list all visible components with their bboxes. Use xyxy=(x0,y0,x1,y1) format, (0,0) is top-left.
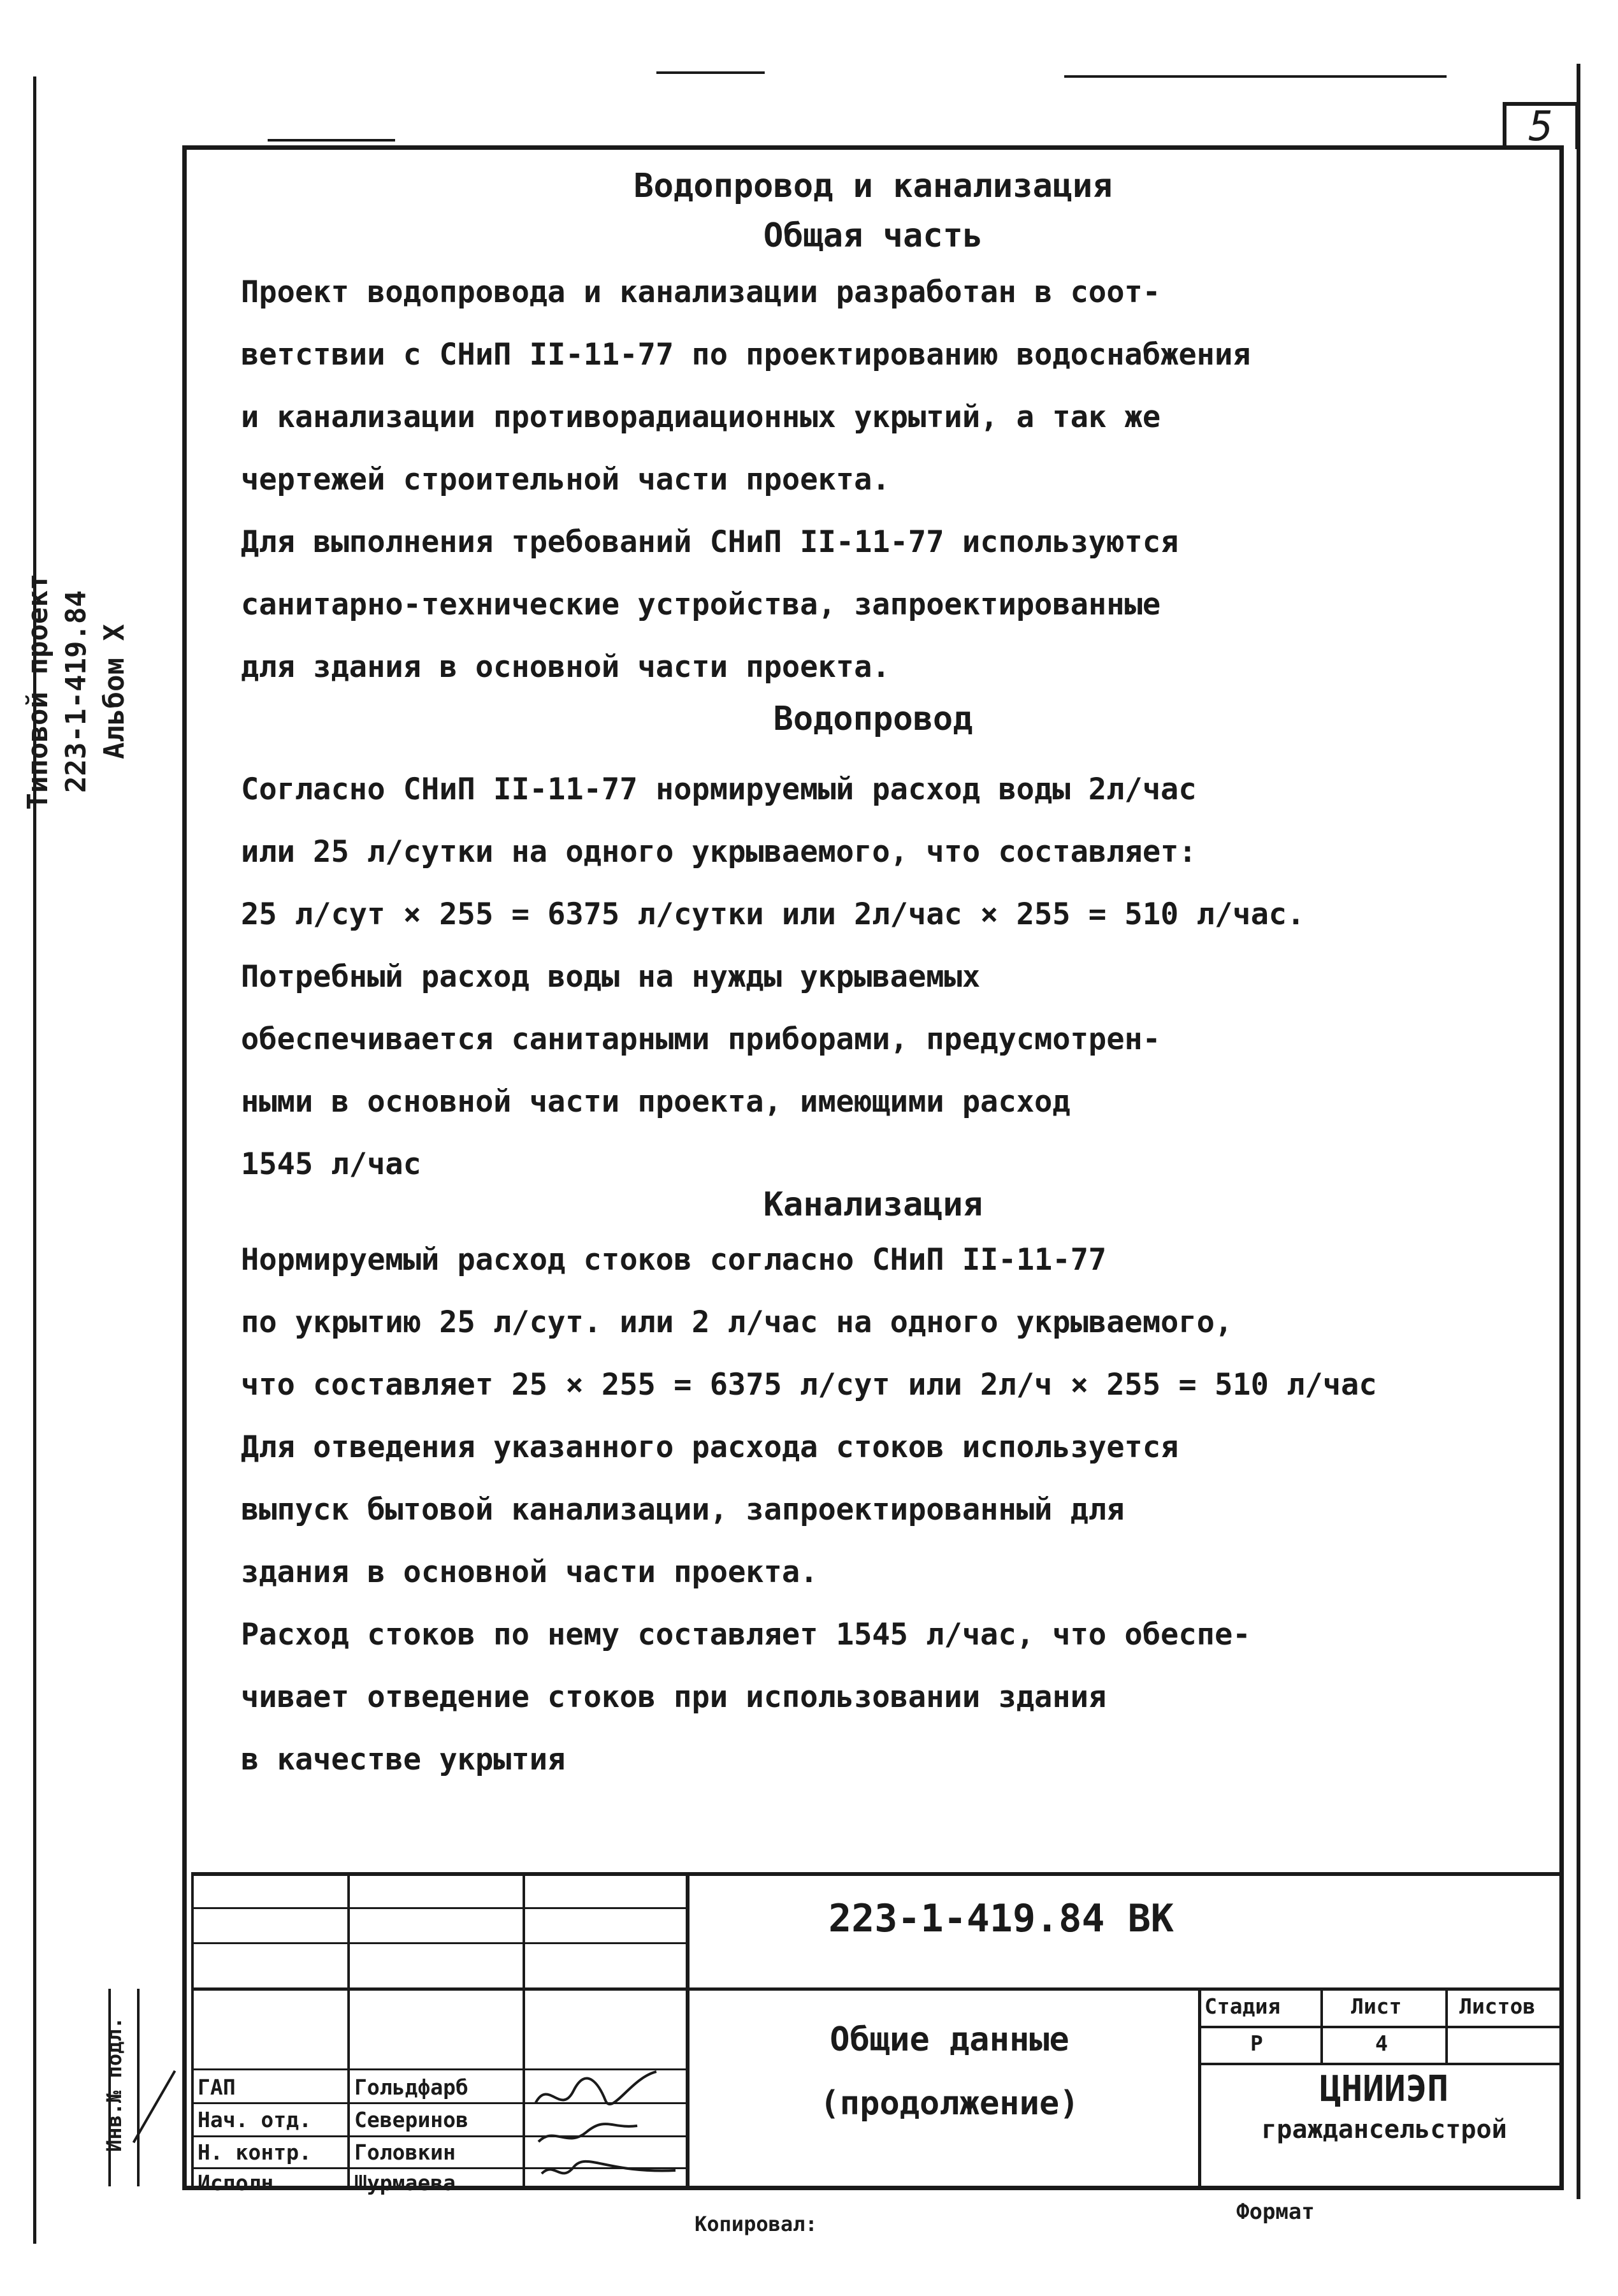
side-stamp-line2: 223-1-419.84 xyxy=(60,590,92,793)
grid-col xyxy=(191,1872,194,2190)
role-executor: Исполн. xyxy=(198,2170,287,2195)
organization xyxy=(1206,2068,1563,2144)
grid-col xyxy=(347,1872,350,2190)
title-block-mid-line xyxy=(191,1987,1564,1991)
top-stroke xyxy=(1064,75,1447,78)
inv-col-line xyxy=(137,1989,140,2186)
name-executor: Шурмаева xyxy=(354,2170,456,2195)
grid-row xyxy=(191,1942,686,1944)
doc-title xyxy=(739,2008,1160,2135)
signature-marks xyxy=(529,2065,682,2193)
side-stamp-line3: Альбом X xyxy=(98,624,131,759)
grid-col xyxy=(523,1872,525,2190)
sheet-header: Лист xyxy=(1351,1994,1402,2019)
format-label: Формат xyxy=(1236,2199,1315,2225)
sheet-value: 4 xyxy=(1375,2031,1388,2056)
inv-label: Инв.№ подл. xyxy=(102,2017,126,2152)
side-stamp-line1: Типовой проект xyxy=(22,573,54,810)
doc-title-line2: (продолжение) xyxy=(820,2084,1080,2123)
right-margin-line xyxy=(1577,64,1580,2199)
general-text: Проект водопровода и канализации разработан в соот- ветствии с СНиП II-11-77 по проектированию водоснабжения и канализации противорадиационных укрытий, а так же чертежей строительной части проекта. Для выполнения требований СНиП II-11-77 используются санитарно-технические устройства, запроектированные для здания в основной части проекта. xyxy=(241,275,1251,685)
stage-row-line xyxy=(1198,2026,1564,2028)
stage-values-line xyxy=(1198,2063,1564,2065)
title-block-top-line xyxy=(191,1872,1564,1876)
sheet-col-line xyxy=(1445,1987,1448,2064)
role-norm-control: Н. контр. xyxy=(198,2140,312,2165)
sewer-text: Нормируемый расход стоков согласно СНиП II-11-77 по укрытию 25 л/сут. или 2 л/час на одного укрываемого, что составляет 25 × 255 = 6375 л/сут или 2л/ч × 255 = 510 л/час Для отведения указанного расхода стоков используется выпуск бытовой канализации, запроектированный для здания в основной части проекта. Расход стоков по нему составляет 1545 л/час, что обеспе- чивает отведение стоков при использовании здания в качестве укрытия xyxy=(241,1242,1377,1777)
org-subtitle: граждансельстрой xyxy=(1261,2115,1507,2144)
grid-row xyxy=(191,1907,686,1909)
subtitle-sewer: Канализация xyxy=(763,1186,983,1224)
subtitle-general: Общая часть xyxy=(763,217,983,255)
name-norm-control: Головкин xyxy=(354,2140,456,2165)
org-divider xyxy=(1198,1987,1201,2190)
sheets-header: Листов xyxy=(1459,1994,1536,2019)
page-number: 5 xyxy=(1503,102,1579,149)
stage-value: Р xyxy=(1250,2031,1263,2056)
top-stroke xyxy=(268,139,395,142)
role-gap: ГАП xyxy=(198,2075,236,2100)
copied-by: Копировал: xyxy=(695,2212,818,2236)
org-name: ЦНИИЭП xyxy=(1319,2068,1449,2110)
subtitle-water: Водопровод xyxy=(773,700,973,738)
role-dept-head: Нач. отд. xyxy=(198,2107,312,2132)
side-stamp xyxy=(19,484,198,899)
doc-title-line1: Общие данные xyxy=(830,2021,1069,2059)
left-margin-line xyxy=(33,76,36,2244)
name-gap: Гольдфарб xyxy=(354,2075,468,2100)
name-dept-head: Северинов xyxy=(354,2107,468,2132)
water-text: Согласно СНиП II-11-77 нормируемый расход воды 2л/час или 25 л/сутки на одного укрываемого, что составляет: 25 л/сут × 255 = 6375 л/сутки или 2л/час × 255 = 510 л/час. Потребный расход воды на нужды укрываемых обеспечивается санитарными приборами, предусмотрен- ными в основной части проекта, имеющими расход 1545 л/час xyxy=(241,772,1305,1182)
top-stroke xyxy=(656,71,765,74)
section-title: Водопровод и канализация xyxy=(633,167,1113,205)
doc-code: 223-1-419.84 ВК xyxy=(828,1896,1174,1941)
stage-header: Стадия xyxy=(1204,1994,1281,2019)
stage-col-line xyxy=(1320,1987,1323,2064)
title-divider xyxy=(686,1872,690,2190)
